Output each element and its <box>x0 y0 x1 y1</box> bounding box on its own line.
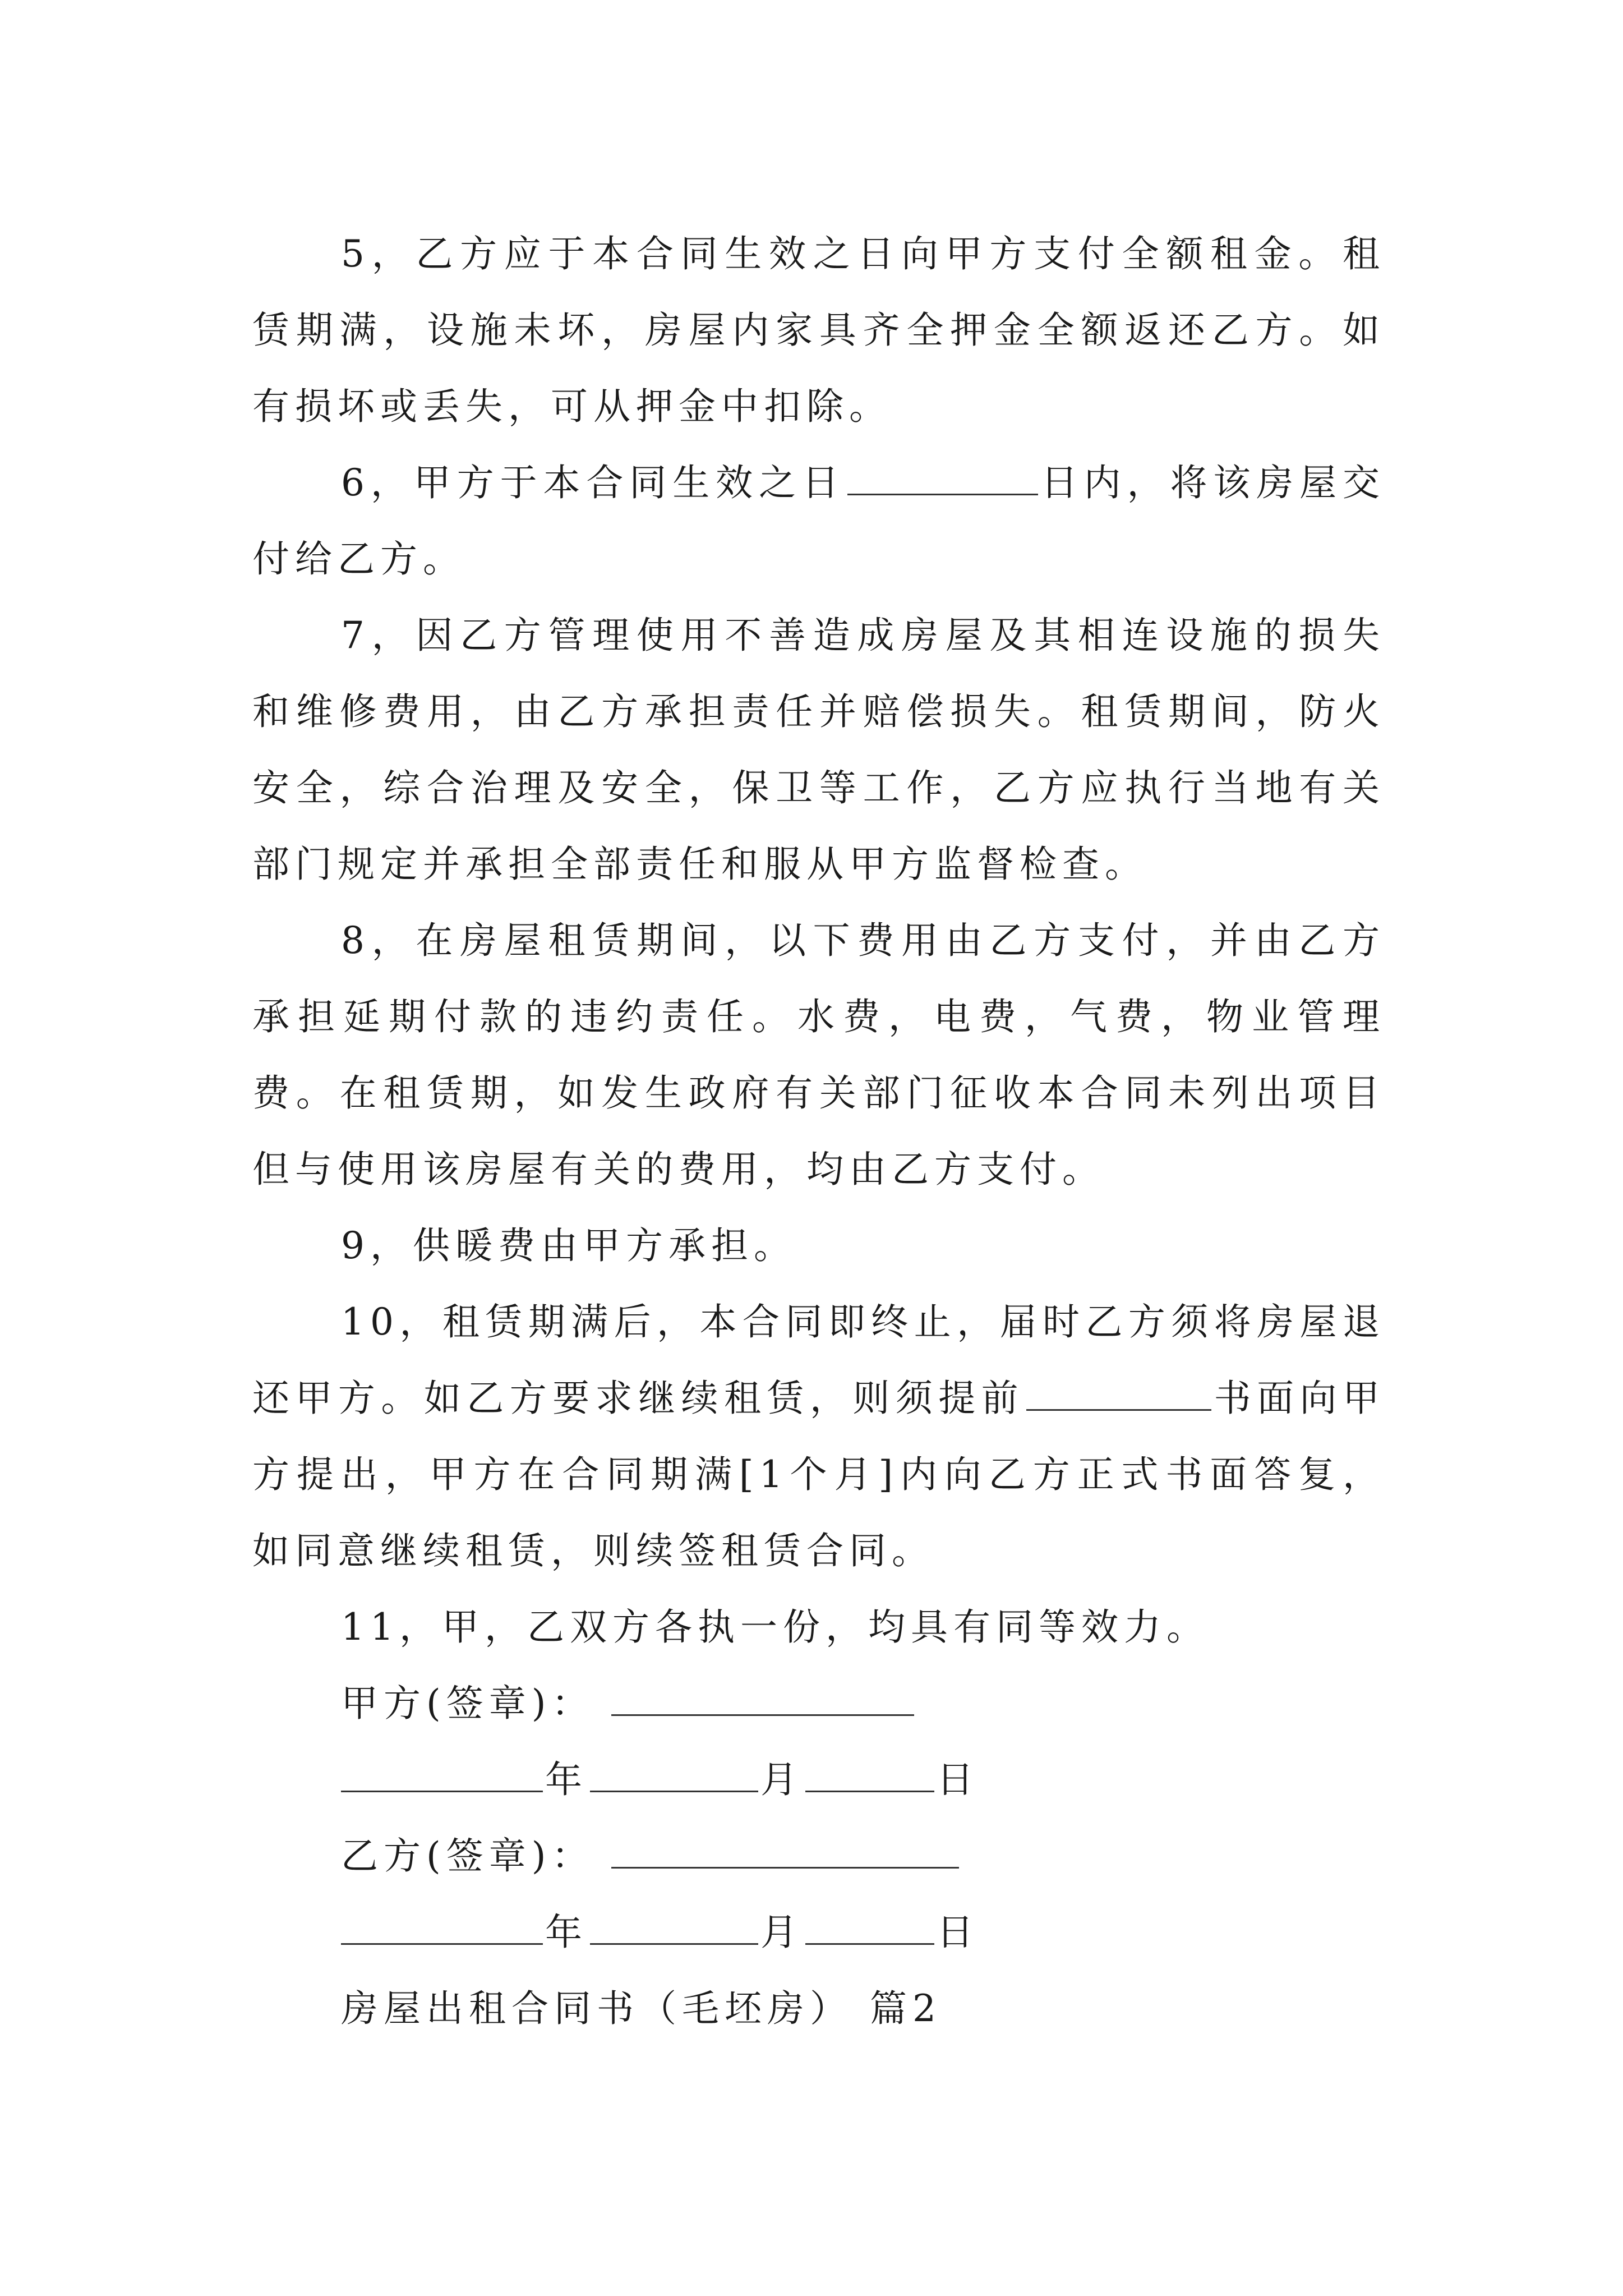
party-b-label: 乙方(签章)： <box>341 1834 594 1878</box>
clause-5: 5，乙方应于本合同生效之日向甲方支付全额租金。租赁期满，设施未坏，房屋内家具齐全押金全额返还乙方。如有损坏或丢失，可从押金中扣除。 <box>252 232 1385 428</box>
clause-10-text-before: 10，租赁期满后，本合同即终止，届时乙方须将房屋退还甲方。如乙方要求继续租赁，则须提前 <box>252 1300 1385 1420</box>
party-a-month-blank[interactable] <box>590 1759 758 1792</box>
party-a-date-line <box>252 1742 1385 1818</box>
clause-9: 9，供暖费由甲方承担。 <box>341 1224 796 1267</box>
month-label: 月 <box>760 1911 803 1954</box>
year-label: 年 <box>545 1911 588 1954</box>
year-label: 年 <box>545 1758 588 1801</box>
clause-10 <box>252 1284 1385 1589</box>
party-b-day-blank[interactable] <box>805 1912 934 1945</box>
party-a-day-blank[interactable] <box>805 1759 934 1792</box>
party-a-label: 甲方(签章)： <box>341 1682 594 1725</box>
party-b-date-line <box>252 1894 1385 1971</box>
clause-7: 7，因乙方管理使用不善造成房屋及其相连设施的损失和维修费用，由乙方承担责任并赔偿损失。租赁期间，防火安全，综合治理及安全，保卫等工作，乙方应执行当地有关部门规定并承担全部责任和服从甲方监督检查。 <box>252 614 1385 886</box>
contract-page <box>252 216 1385 2047</box>
clause-6-text-after: 日内，将该房屋交付给乙方。 <box>252 461 1385 581</box>
day-label: 日 <box>937 1911 979 1954</box>
party-b-year-blank[interactable] <box>341 1912 543 1945</box>
month-label: 月 <box>760 1758 803 1801</box>
clause-6 <box>252 445 1385 597</box>
day-label: 日 <box>937 1758 979 1801</box>
clause-11: 11，甲，乙双方各执一份，均具有同等效力。 <box>341 1605 1209 1649</box>
clause-6-text-before: 6，甲方于本合同生效之日 <box>341 461 845 504</box>
party-b-signature-blank[interactable] <box>611 1835 959 1869</box>
handover-days-blank[interactable] <box>847 462 1038 495</box>
party-a-signature-line <box>252 1665 1385 1742</box>
party-b-signature-line <box>252 1818 1385 1894</box>
next-section-title: 房屋出租合同书（毛坯房） 篇2 <box>341 1987 942 2030</box>
renewal-notice-blank[interactable] <box>1026 1378 1211 1411</box>
party-b-month-blank[interactable] <box>590 1912 758 1945</box>
clause-10-text-after: 书面向甲方提出，甲方在合同期满[1个月]内向乙方正式书面答复，如同意继续租赁，则续签租赁合同。 <box>252 1377 1386 1572</box>
party-a-signature-blank[interactable] <box>611 1683 914 1716</box>
party-a-year-blank[interactable] <box>341 1759 543 1792</box>
clause-8: 8，在房屋租赁期间，以下费用由乙方支付，并由乙方承担延期付款的违约责任。水费，电费，气费，物业管理费。在租赁期，如发生政府有关部门征收本合同未列出项目但与使用该房屋有关的费用，均由乙方支付。 <box>252 919 1385 1191</box>
